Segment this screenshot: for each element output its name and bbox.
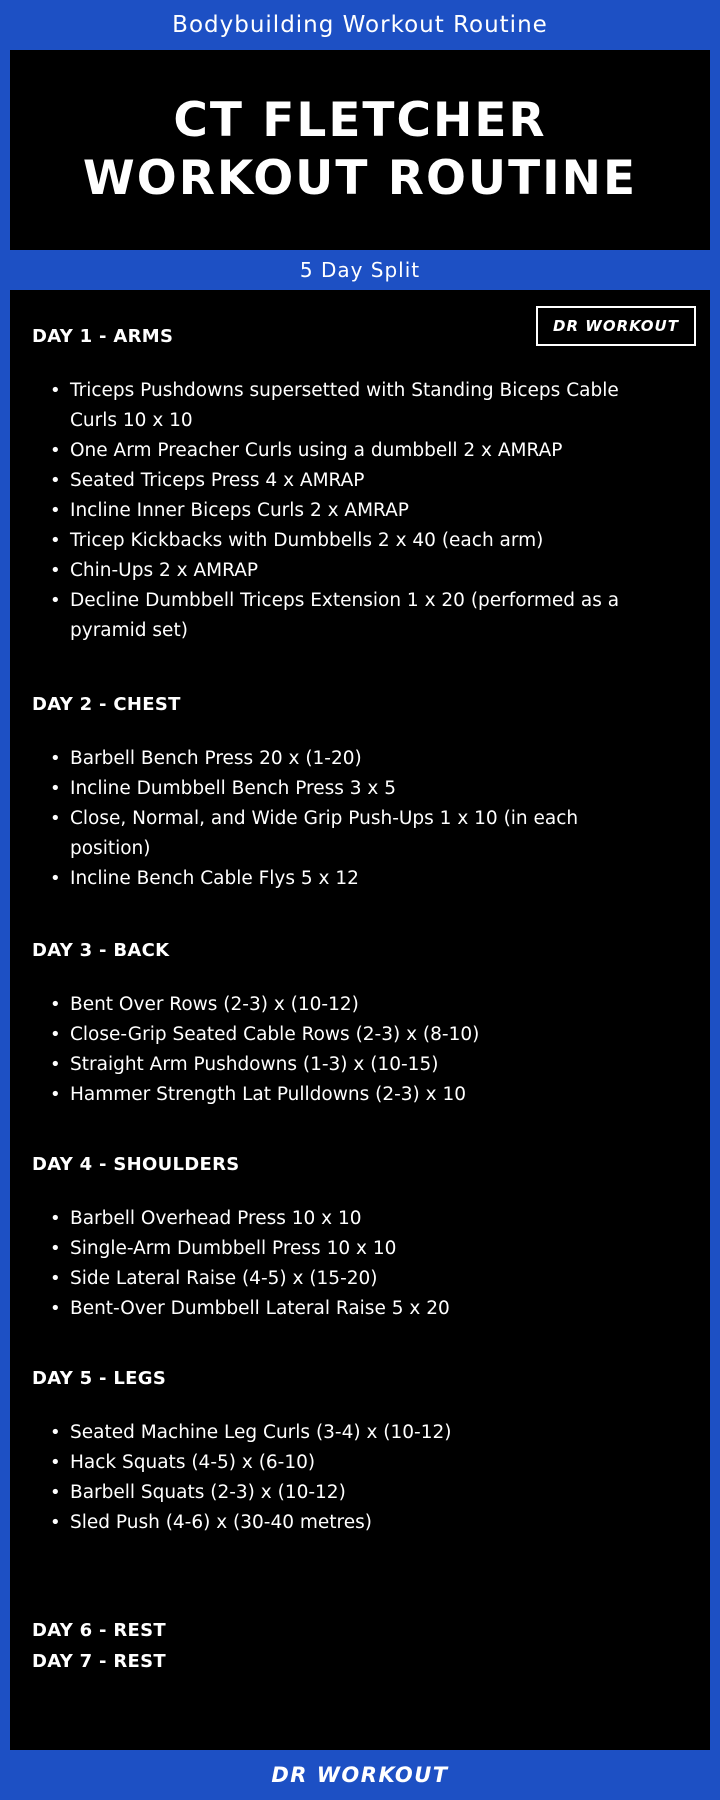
- list-item: • Seated Triceps Press 4 x AMRAP: [30, 466, 650, 496]
- list-item: • Triceps Pushdowns supersetted with Standing Biceps Cable Curls 10 x 10: [30, 376, 650, 436]
- list-item: • One Arm Preacher Curls using a dumbbell 2 x AMRAP: [30, 436, 650, 466]
- page-title-line-2: WORKOUT ROUTINE: [82, 151, 638, 206]
- day-5-heading: DAY 5 - LEGS: [32, 1368, 167, 1389]
- list-item: • Side Lateral Raise (4-5) x (15-20): [30, 1264, 650, 1294]
- list-item: • Seated Machine Leg Curls (3-4) x (10-12): [30, 1418, 650, 1448]
- bullet-icon: •: [50, 530, 61, 551]
- footer-brand: DR WORKOUT: [271, 1763, 449, 1787]
- list-item: • Hack Squats (4-5) x (6-10): [30, 1448, 650, 1478]
- bullet-icon: •: [50, 1422, 61, 1443]
- list-item: • Bent Over Rows (2-3) x (10-12): [30, 990, 650, 1020]
- day-1-heading: DAY 1 - ARMS: [32, 326, 174, 347]
- list-item: • Chin-Ups 2 x AMRAP: [30, 556, 650, 586]
- day-1-exercise-list: [30, 376, 650, 646]
- bullet-icon: •: [50, 1482, 61, 1503]
- day-2-heading: DAY 2 - CHEST: [32, 694, 181, 715]
- bullet-icon: •: [50, 1054, 61, 1075]
- day-6-heading: DAY 6 - REST: [32, 1620, 166, 1641]
- day-4-heading: DAY 4 - SHOULDERS: [32, 1154, 240, 1175]
- split-label: 5 Day Split: [299, 258, 421, 282]
- bullet-icon: •: [50, 868, 61, 889]
- list-item: • Incline Dumbbell Bench Press 3 x 5: [30, 774, 650, 804]
- bullet-icon: •: [50, 994, 61, 1015]
- list-item: • Single-Arm Dumbbell Press 10 x 10: [30, 1234, 650, 1264]
- list-item: • Barbell Overhead Press 10 x 10: [30, 1204, 650, 1234]
- list-item: • Incline Inner Biceps Curls 2 x AMRAP: [30, 496, 650, 526]
- list-item: • Tricep Kickbacks with Dumbbells 2 x 40 (each arm): [30, 526, 650, 556]
- bullet-icon: •: [50, 590, 61, 611]
- list-item: • Barbell Bench Press 20 x (1-20): [30, 744, 650, 774]
- list-item: • Straight Arm Pushdowns (1-3) x (10-15): [30, 1050, 650, 1080]
- bullet-icon: •: [50, 1084, 61, 1105]
- list-item: • Bent-Over Dumbbell Lateral Raise 5 x 20: [30, 1294, 650, 1324]
- page-title-line-1: CT FLETCHER: [173, 93, 547, 148]
- brand-badge: DR WORKOUT: [536, 306, 696, 346]
- day-5-exercise-list: [30, 1418, 650, 1538]
- bullet-icon: •: [50, 1298, 61, 1319]
- bullet-icon: •: [50, 1024, 61, 1045]
- day-3-heading: DAY 3 - BACK: [32, 940, 170, 961]
- bullet-icon: •: [50, 1238, 61, 1259]
- list-item: • Sled Push (4-6) x (30-40 metres): [30, 1508, 650, 1538]
- bullet-icon: •: [50, 380, 61, 401]
- workout-panel: [10, 290, 710, 1750]
- bullet-icon: •: [50, 1452, 61, 1473]
- list-item: • Close-Grip Seated Cable Rows (2-3) x (8-10): [30, 1020, 650, 1050]
- day-4-exercise-list: [30, 1204, 650, 1324]
- list-item: • Decline Dumbbell Triceps Extension 1 x 20 (performed as a pyramid set): [30, 586, 650, 646]
- bullet-icon: •: [50, 808, 61, 829]
- day-2-exercise-list: [30, 744, 650, 894]
- bullet-icon: •: [50, 1268, 61, 1289]
- bullet-icon: •: [50, 778, 61, 799]
- bullet-icon: •: [50, 440, 61, 461]
- day-3-exercise-list: [30, 990, 650, 1110]
- bullet-icon: •: [50, 748, 61, 769]
- bullet-icon: •: [50, 500, 61, 521]
- list-item: • Incline Bench Cable Flys 5 x 12: [30, 864, 650, 894]
- bullet-icon: •: [50, 560, 61, 581]
- day-7-heading: DAY 7 - REST: [32, 1651, 166, 1672]
- bullet-icon: •: [50, 1208, 61, 1229]
- header-subtitle: Bodybuilding Workout Routine: [172, 12, 548, 38]
- title-banner: [10, 50, 710, 250]
- bullet-icon: •: [50, 470, 61, 491]
- list-item: • Barbell Squats (2-3) x (10-12): [30, 1478, 650, 1508]
- list-item: • Hammer Strength Lat Pulldowns (2-3) x 10: [30, 1080, 650, 1110]
- list-item: • Close, Normal, and Wide Grip Push-Ups 1 x 10 (in each position): [30, 804, 650, 864]
- bullet-icon: •: [50, 1512, 61, 1533]
